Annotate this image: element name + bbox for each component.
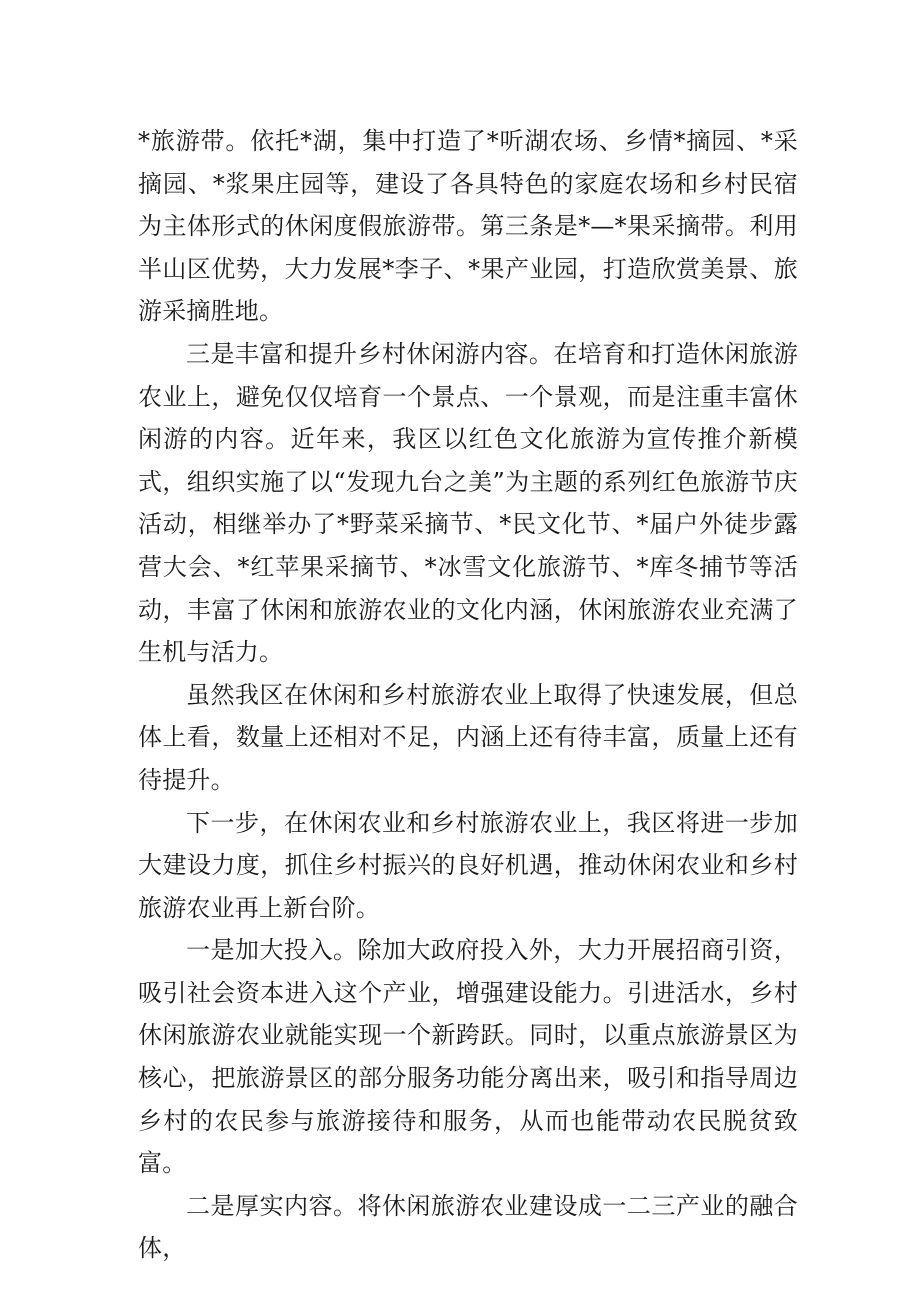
paragraph-6: 二是厚实内容。将休闲旅游农业建设成一二三产业的融合体， [138, 1191, 798, 1263]
paragraph-4: 下一步，在休闲农业和乡村旅游农业上，我区将进一步加大建设力度，抓住乡村振兴的良好机遇，推动休闲农业和乡村旅游农业再上新台阶。 [138, 808, 798, 922]
document-body [138, 120, 798, 1270]
paragraph-1: *旅游带。依托*湖，集中打造了*听湖农场、乡情*摘园、*采摘园、*浆果庄园等，建设了各具特色的家庭农场和乡村民宿为主体形式的休闲度假旅游带。第三条是*—*果采摘带。利用半山区优势，大力发展*李子、*果产业园，打造欣赏美景、旅游采摘胜地。 [138, 127, 798, 326]
paragraph-3: 虽然我区在休闲和乡村旅游农业上取得了快速发展，但总体上看，数量上还相对不足，内涵上还有待丰富，质量上还有待提升。 [138, 680, 798, 794]
paragraph-5: 一是加大投入。除加大政府投入外，大力开展招商引资，吸引社会资本进入这个产业，增强建设能力。引进活水，乡村休闲旅游农业就能实现一个新跨跃。同时，以重点旅游景区为核心，把旅游景区的部分服务功能分离出来，吸引和指导周边乡村的农民参与旅游接待和服务，从而也能带动农民脱贫致富。 [138, 936, 798, 1178]
paragraph-2: 三是丰富和提升乡村休闲游内容。在培育和打造休闲旅游农业上，避免仅仅培育一个景点、一个景观，而是注重丰富休闲游的内容。近年来，我区以红色文化旅游为宣传推介新模式，组织实施了以“发现九台之美”为主题的系列红色旅游节庆活动，相继举办了*野菜采摘节、*民文化节、*届户外徒步露营大会、*红苹果采摘节、*冰雪文化旅游节、*库冬捕节等活动，丰富了休闲和旅游农业的文化内涵，休闲旅游农业充满了生机与活力。 [138, 339, 798, 667]
